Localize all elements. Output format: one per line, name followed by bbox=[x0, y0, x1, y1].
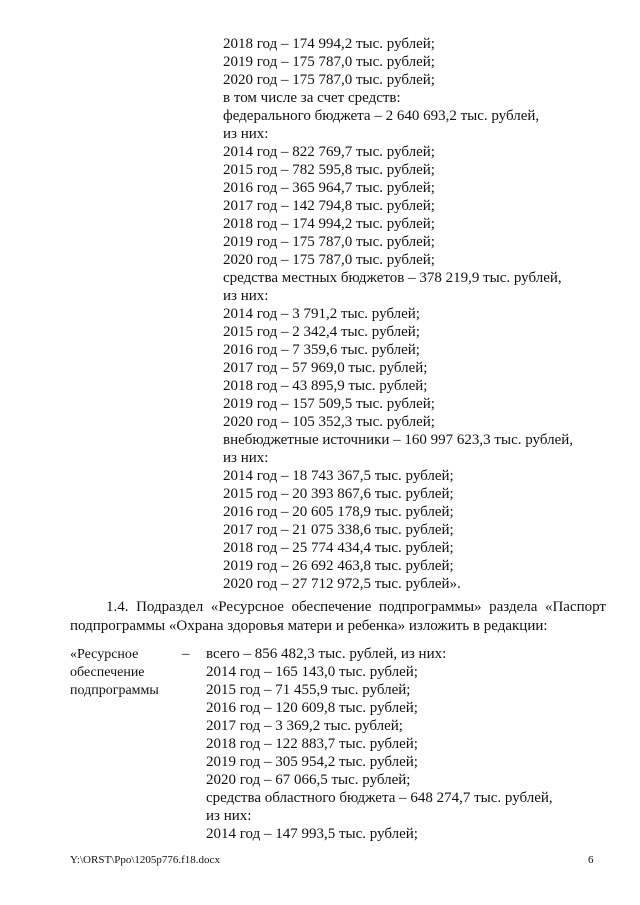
list-item: 2017 год – 21 075 338,6 тыс. рублей; bbox=[223, 522, 454, 538]
list-item: 2019 год – 305 954,2 тыс. рублей; bbox=[206, 754, 418, 770]
label-dash: – bbox=[182, 646, 190, 662]
list-item: 2016 год – 20 605 178,9 тыс. рублей; bbox=[223, 504, 454, 520]
list-item: 2018 год – 25 774 434,4 тыс. рублей; bbox=[223, 540, 454, 556]
list-item: 2016 год – 365 964,7 тыс. рублей; bbox=[223, 180, 435, 196]
list-item: из них: bbox=[223, 288, 269, 304]
list-item: 2015 год – 20 393 867,6 тыс. рублей; bbox=[223, 486, 454, 502]
list-item: 2014 год – 3 791,2 тыс. рублей; bbox=[223, 306, 420, 322]
list-item: 2017 год – 3 369,2 тыс. рублей; bbox=[206, 718, 403, 734]
list-item: из них: bbox=[223, 450, 269, 466]
list-item: средства местных бюджетов – 378 219,9 тыс. рублей, bbox=[223, 270, 562, 286]
list-item: 2014 год – 165 143,0 тыс. рублей; bbox=[206, 664, 418, 680]
footer-file-path: Y:\ORST\Ppo\1205p776.f18.docx bbox=[70, 854, 220, 866]
list-item: 2017 год – 57 969,0 тыс. рублей; bbox=[223, 360, 428, 376]
list-item: 2020 год – 175 787,0 тыс. рублей; bbox=[223, 72, 435, 88]
list-item: 2015 год – 2 342,4 тыс. рублей; bbox=[223, 324, 420, 340]
list-item: 2016 год – 120 609,8 тыс. рублей; bbox=[206, 700, 418, 716]
list-item: 2015 год – 782 595,8 тыс. рублей; bbox=[223, 162, 435, 178]
list-item: федерального бюджета – 2 640 693,2 тыс. рублей, bbox=[223, 108, 540, 124]
list-item: в том числе за счет средств: bbox=[223, 90, 401, 106]
list-item: внебюджетные источники – 160 997 623,3 тыс. рублей, bbox=[223, 432, 574, 448]
list-item: 2019 год – 157 509,5 тыс. рублей; bbox=[223, 396, 435, 412]
list-item: 2020 год – 27 712 972,5 тыс. рублей». bbox=[223, 576, 461, 592]
list-item: 2014 год – 147 993,5 тыс. рублей; bbox=[206, 826, 418, 842]
list-item: 2018 год – 43 895,9 тыс. рублей; bbox=[223, 378, 428, 394]
list-item: 2020 год – 67 066,5 тыс. рублей; bbox=[206, 772, 411, 788]
list-item: из них: bbox=[206, 808, 252, 824]
list-item: 2017 год – 142 794,8 тыс. рублей; bbox=[223, 198, 435, 214]
list-item: из них: bbox=[223, 126, 269, 142]
list-item: 2015 год – 71 455,9 тыс. рублей; bbox=[206, 682, 411, 698]
list-item: 2018 год – 174 994,2 тыс. рублей; bbox=[223, 216, 435, 232]
list-item: 2019 год – 175 787,0 тыс. рублей; bbox=[223, 234, 435, 250]
label-line: «Ресурсное bbox=[70, 647, 139, 662]
list-item: 2014 год – 822 769,7 тыс. рублей; bbox=[223, 144, 435, 160]
list-item: 2019 год – 175 787,0 тыс. рублей; bbox=[223, 54, 435, 70]
label-line: обеспечение bbox=[70, 665, 145, 680]
amendment-paragraph: 1.4. Подраздел «Ресурсное обеспечение подпрограммы» раздела «Паспорт подпрограммы «Охрана здоровья матери и ребенка» изложить в редакции: bbox=[70, 599, 606, 634]
list-item: средства областного бюджета – 648 274,7 тыс. рублей, bbox=[206, 790, 553, 806]
page-number: 6 bbox=[588, 854, 594, 866]
list-item: 2020 год – 105 352,3 тыс. рублей; bbox=[223, 414, 435, 430]
list-item: 2019 год – 26 692 463,8 тыс. рублей; bbox=[223, 558, 454, 574]
list-item: 2014 год – 18 743 367,5 тыс. рублей; bbox=[223, 468, 454, 484]
list-item: 2018 год – 122 883,7 тыс. рублей; bbox=[206, 736, 418, 752]
label-line: подпрограммы bbox=[70, 683, 159, 698]
list-item: 2016 год – 7 359,6 тыс. рублей; bbox=[223, 342, 420, 358]
list-item: 2018 год – 174 994,2 тыс. рублей; bbox=[223, 36, 435, 52]
list-item: всего – 856 482,3 тыс. рублей, из них: bbox=[206, 646, 447, 662]
list-item: 2020 год – 175 787,0 тыс. рублей; bbox=[223, 252, 435, 268]
